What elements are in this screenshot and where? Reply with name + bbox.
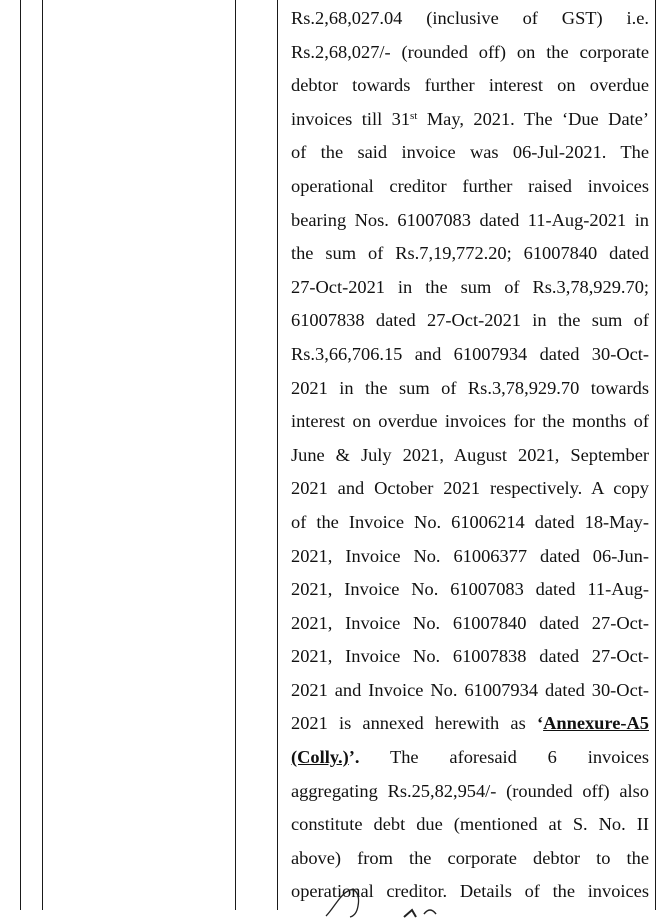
text-line: [291, 741, 649, 775]
text-run: The aforesaid 6 invoices: [359, 747, 649, 768]
text-run: 2021 and October 2021 respectively. A copy: [291, 478, 649, 499]
text-line: [291, 506, 649, 540]
text-run: of the Invoice No. 61006214 dated 18-May-: [291, 511, 649, 532]
text-line: [291, 640, 649, 674]
text-run: bearing Nos. 61007083 dated 11-Aug-2021 in: [291, 209, 649, 230]
table-column-divider-2: [235, 0, 236, 910]
text-run: 2021 in the sum of Rs.3,78,929.70 towards: [291, 377, 649, 398]
text-line: [291, 136, 649, 170]
text-line: [291, 674, 649, 708]
text-line: [291, 69, 649, 103]
text-run: Rs.2,68,027/- (rounded off) on the corporate: [291, 41, 649, 62]
text-line: [291, 439, 649, 473]
annexure-reference: Annexure-A5: [543, 713, 649, 734]
text-line: [291, 707, 649, 741]
quote-mark: ’.: [348, 747, 360, 768]
text-run: 2021, Invoice No. 61006377 dated 06-Jun-: [291, 545, 649, 566]
text-run: 61007838 dated 27-Oct-2021 in the sum of: [291, 310, 649, 331]
text-run: invoices till 31: [291, 108, 411, 129]
text-line: [291, 103, 649, 137]
text-line: [291, 472, 649, 506]
table-border-right: [655, 0, 656, 910]
text-run: 2021, Invoice No. 61007838 dated 27-Oct-: [291, 646, 649, 667]
text-run: constitute debt due (mentioned at S. No. II: [291, 814, 649, 835]
text-run: debtor towards further interest on overdue: [291, 75, 649, 96]
text-run: 27-Oct-2021 in the sum of Rs.3,78,929.70;: [291, 276, 649, 297]
cut-off-text-mark: [400, 904, 460, 918]
text-run: 2021, Invoice No. 61007083 dated 11-Aug-: [291, 579, 649, 600]
text-run: of the said invoice was 06-Jul-2021. The: [291, 142, 649, 163]
table-column-divider-1: [42, 0, 43, 910]
table-border-left: [20, 0, 21, 910]
text-line: [291, 2, 649, 36]
text-line: [291, 304, 649, 338]
table-column-divider-3: [277, 0, 278, 910]
text-line: [291, 338, 649, 372]
text-run: interest on overdue invoices for the months of: [291, 411, 649, 432]
text-run: June & July 2021, August 2021, September: [291, 444, 649, 465]
text-line: [291, 842, 649, 876]
text-run: May, 2021. The ‘Due Date’: [417, 108, 650, 129]
text-run: 2021 and Invoice No. 61007934 dated 30-Oct-: [291, 679, 649, 700]
handwritten-initial-mark: [320, 886, 400, 918]
paragraph-text: [291, 2, 649, 909]
text-line: [291, 237, 649, 271]
text-line: [291, 36, 649, 70]
text-line: [291, 204, 649, 238]
quote-mark: ‘: [536, 713, 544, 734]
text-line: [291, 372, 649, 406]
superscript-ordinal: st: [410, 109, 418, 122]
text-run: operational creditor further raised invoices: [291, 175, 649, 196]
text-run: the sum of Rs.7,19,772.20; 61007840 dated: [291, 243, 649, 264]
text-line: [291, 808, 649, 842]
text-run: Rs.3,66,706.15 and 61007934 dated 30-Oct-: [291, 343, 649, 364]
text-line: [291, 775, 649, 809]
text-run: operational creditor. Details of the invoices: [291, 881, 649, 902]
text-run: Rs.2,68,027.04 (inclusive of GST) i.e.: [291, 8, 649, 28]
text-line: [291, 271, 649, 305]
text-run: 2021, Invoice No. 61007840 dated 27-Oct-: [291, 612, 649, 633]
text-line: [291, 405, 649, 439]
text-line: [291, 573, 649, 607]
text-run: above) from the corporate debtor to the: [291, 847, 649, 868]
annexure-reference: (Colly.): [291, 747, 349, 768]
text-line: [291, 540, 649, 574]
text-line: [291, 607, 649, 641]
text-run: aggregating Rs.25,82,954/- (rounded off) also: [291, 780, 649, 801]
text-run: 2021 is annexed herewith as: [291, 713, 537, 734]
text-line: [291, 170, 649, 204]
